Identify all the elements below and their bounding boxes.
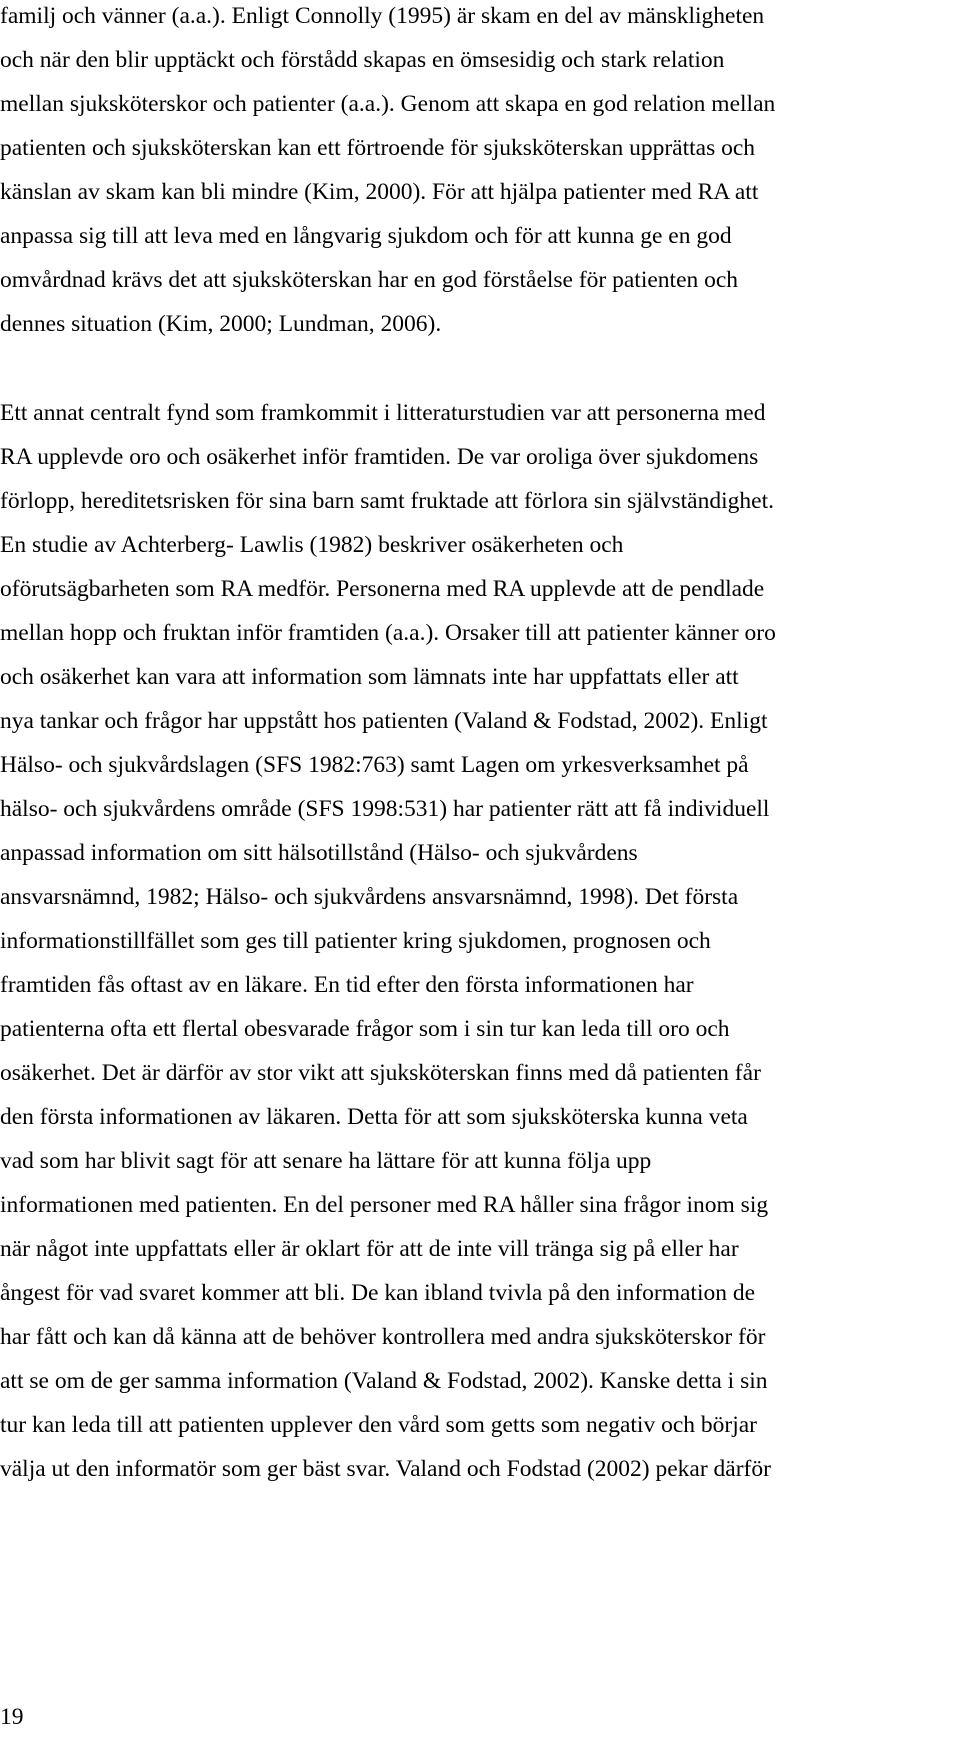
text-line: oförutsägbarheten som RA medför. Personerna med RA upplevde att de pendlade [0,576,765,602]
page-number: 19 [0,1704,24,1730]
text-line: familj och vänner (a.a.). Enligt Connolly (1995) är skam en del av mänskligheten [0,3,765,29]
text-line: och osäkerhet kan vara att information som lämnats inte har uppfattats eller att [0,664,739,690]
text-line: mellan hopp och fruktan inför framtiden (a.a.). Orsaker till att patienter känner oro [0,620,776,646]
text-line: osäkerhet. Det är därför av stor vikt att sjuksköterskan finns med då patienten får [0,1060,761,1086]
text-line: att se om de ger samma information (Valand & Fodstad, 2002). Kanske detta i sin [0,1368,768,1394]
text-line: nya tankar och frågor har uppstått hos patienten (Valand & Fodstad, 2002). Enligt [0,708,768,734]
text-line: ångest för vad svaret kommer att bli. De kan ibland tvivla på den information de [0,1280,756,1306]
text-line: omvårdnad krävs det att sjuksköterskan har en god förståelse för patienten och [0,267,739,293]
text-line: känslan av skam kan bli mindre (Kim, 2000). För att hjälpa patienter med RA att [0,179,759,205]
text-line: välja ut den informatör som ger bäst svar. Valand och Fodstad (2002) pekar därför [0,1456,771,1482]
text-line: dennes situation (Kim, 2000; Lundman, 2006). [0,311,442,337]
text-line: har fått och kan då känna att de behöver kontrollera med andra sjuksköterskor för [0,1324,766,1350]
text-line: mellan sjuksköterskor och patienter (a.a.). Genom att skapa en god relation mellan [0,91,776,117]
text-line: framtiden fås oftast av en läkare. En tid efter den första informationen har [0,972,694,998]
text-line: Ett annat centralt fynd som framkommit i litteraturstudien var att personerna med [0,400,766,426]
text-line: förlopp, hereditetsrisken för sina barn samt fruktade att förlora sin självständighet. [0,488,774,514]
text-line: patienterna ofta ett flertal obesvarade frågor som i sin tur kan leda till oro och [0,1016,730,1042]
text-line: när något inte uppfattats eller är oklart för att de inte vill tränga sig på eller har [0,1236,739,1262]
text-line: vad som har blivit sagt för att senare ha lättare för att kunna följa upp [0,1148,652,1174]
text-line: patienten och sjuksköterskan kan ett förtroende för sjuksköterskan upprättas och [0,135,756,161]
text-line: Hälso- och sjukvårdslagen (SFS 1982:763) samt Lagen om yrkesverksamhet på [0,752,749,778]
text-line: den första informationen av läkaren. Detta för att som sjuksköterska kunna veta [0,1104,748,1130]
text-line: En studie av Achterberg- Lawlis (1982) beskriver osäkerheten och [0,532,624,558]
text-line: hälso- och sjukvårdens område (SFS 1998:531) har patienter rätt att få individuell [0,796,770,822]
text-line: informationen med patienten. En del personer med RA håller sina frågor inom sig [0,1192,769,1218]
text-line: informationstillfället som ges till patienter kring sjukdomen, prognosen och [0,928,711,954]
text-line: anpassad information om sitt hälsotillstånd (Hälso- och sjukvårdens [0,840,638,866]
text-line: anpassa sig till att leva med en långvarig sjukdom och för att kunna ge en god [0,223,732,249]
text-line: ansvarsnämnd, 1982; Hälso- och sjukvårdens ansvarsnämnd, 1998). Det första [0,884,739,910]
text-line: tur kan leda till att patienten upplever den vård som getts som negativ och börjar [0,1412,758,1438]
text-line: RA upplevde oro och osäkerhet inför framtiden. De var oroliga över sjukdomens [0,444,759,470]
text-line: och när den blir upptäckt och förstådd skapas en ömsesidig och stark relation [0,47,725,73]
